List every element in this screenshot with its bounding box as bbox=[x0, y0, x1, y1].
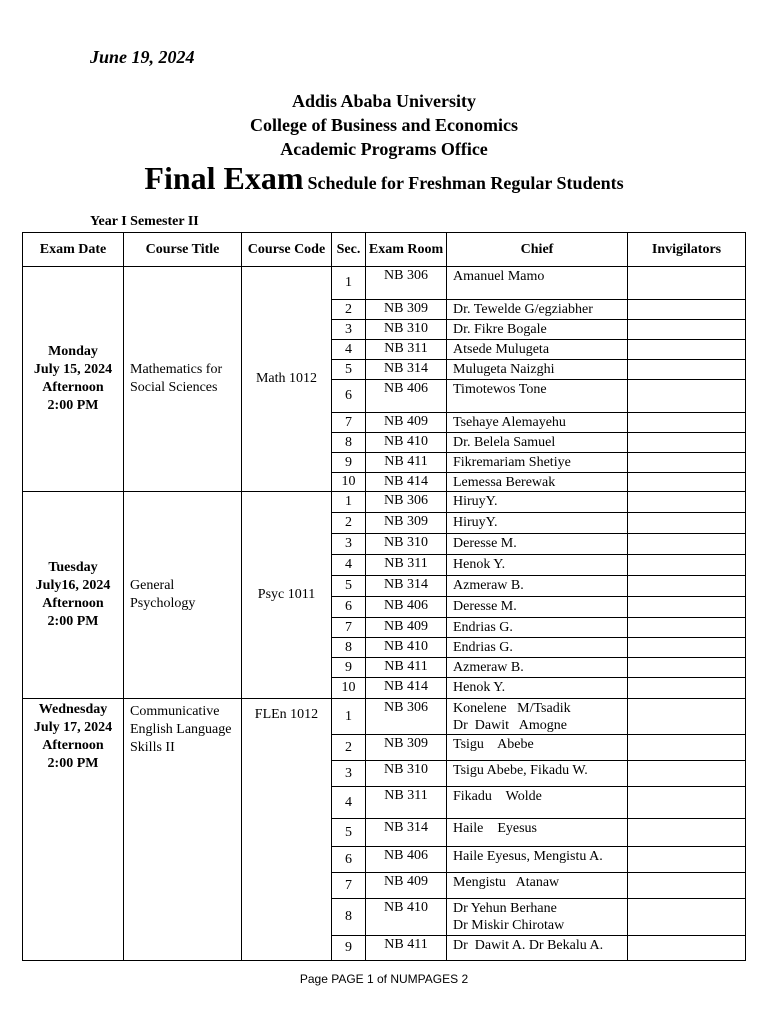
exam-date-line: Wednesday bbox=[38, 702, 108, 717]
section-cell: 4 bbox=[332, 787, 366, 819]
invigilators-cell bbox=[628, 899, 746, 936]
course-title-line: Skills II bbox=[130, 740, 175, 755]
chief-name: Deresse M. bbox=[453, 536, 517, 551]
chief-name: HiruyY. bbox=[453, 494, 498, 509]
exam-date-line: Afternoon bbox=[42, 738, 104, 753]
section-cell: 10 bbox=[332, 678, 366, 699]
table-header-row bbox=[23, 233, 746, 267]
invigilators-cell bbox=[628, 847, 746, 873]
exam-room-cell: NB 406 bbox=[366, 380, 447, 413]
exam-room-cell: NB 409 bbox=[366, 618, 447, 638]
section-cell: 10 bbox=[332, 473, 366, 492]
section-cell: 5 bbox=[332, 819, 366, 847]
col-course-title: Course Title bbox=[124, 233, 242, 267]
exam-room-cell: NB 411 bbox=[366, 936, 447, 961]
exam-room-cell: NB 311 bbox=[366, 555, 447, 576]
exam-room-cell: NB 310 bbox=[366, 534, 447, 555]
exam-room-cell: NB 410 bbox=[366, 638, 447, 658]
invigilators-cell bbox=[628, 555, 746, 576]
invigilators-cell bbox=[628, 267, 746, 300]
invigilators-cell bbox=[628, 576, 746, 597]
course-title-line: English Language bbox=[130, 722, 232, 737]
chief-cell bbox=[447, 761, 628, 787]
exam-room-cell: NB 409 bbox=[366, 413, 447, 433]
exam-room-cell: NB 306 bbox=[366, 699, 447, 735]
chief-name: Dr. Tewelde G/egziabher bbox=[453, 302, 593, 317]
university-name: Addis Ababa University bbox=[291, 91, 477, 111]
col-invigilators: Invigilators bbox=[628, 233, 746, 267]
course-code-cell: FLEn 1012 bbox=[242, 699, 332, 961]
invigilators-cell bbox=[628, 873, 746, 899]
chief-name: Haile Eyesus, Mengistu A. bbox=[453, 849, 603, 864]
exam-room-cell: NB 411 bbox=[366, 658, 447, 678]
chief-name: Konelene M/Tsadik bbox=[453, 701, 571, 716]
chief-name: Lemessa Berewak bbox=[453, 475, 556, 490]
section-cell: 8 bbox=[332, 433, 366, 453]
exam-room-cell: NB 306 bbox=[366, 267, 447, 300]
course-title-cell bbox=[124, 492, 242, 699]
chief-name: Henok Y. bbox=[453, 680, 506, 695]
course-title-line: General bbox=[130, 578, 175, 593]
page-footer: Page PAGE 1 of NUMPAGES 2 bbox=[299, 972, 469, 986]
exam-date-line: July 15, 2024 bbox=[33, 362, 113, 377]
section-cell: 6 bbox=[332, 597, 366, 618]
chief-cell bbox=[447, 847, 628, 873]
document-title bbox=[0, 160, 768, 197]
col-exam-date: Exam Date bbox=[23, 233, 124, 267]
invigilators-cell bbox=[628, 492, 746, 513]
invigilators-cell bbox=[628, 936, 746, 961]
chief-cell bbox=[447, 936, 628, 961]
chief-cell bbox=[447, 735, 628, 761]
course-title-line: Social Sciences bbox=[130, 380, 218, 395]
invigilators-cell bbox=[628, 320, 746, 340]
chief-name: Dr Dawit Amogne bbox=[453, 718, 567, 733]
exam-date-line: Monday bbox=[48, 344, 98, 359]
invigilators-cell bbox=[628, 658, 746, 678]
chief-cell bbox=[447, 658, 628, 678]
chief-name: Dr Miskir Chirotaw bbox=[453, 918, 565, 933]
title-main: Final Exam bbox=[144, 160, 304, 196]
exam-room-cell: NB 309 bbox=[366, 735, 447, 761]
table-row bbox=[23, 267, 746, 300]
section-cell: 7 bbox=[332, 413, 366, 433]
section-cell: 4 bbox=[332, 340, 366, 360]
chief-cell bbox=[447, 555, 628, 576]
chief-name: Fikremariam Shetiye bbox=[453, 455, 571, 470]
chief-name: Endrias G. bbox=[453, 640, 513, 655]
year-semester: Year I Semester II bbox=[90, 214, 199, 229]
invigilators-cell bbox=[628, 618, 746, 638]
course-title-line: Mathematics for bbox=[130, 362, 223, 377]
college-name: College of Business and Economics bbox=[249, 115, 519, 135]
section-cell: 9 bbox=[332, 453, 366, 473]
chief-cell bbox=[447, 380, 628, 413]
exam-room-cell: NB 410 bbox=[366, 899, 447, 936]
chief-cell bbox=[447, 267, 628, 300]
section-cell: 9 bbox=[332, 658, 366, 678]
section-cell: 2 bbox=[332, 300, 366, 320]
chief-cell bbox=[447, 899, 628, 936]
course-title-cell bbox=[124, 267, 242, 492]
chief-cell bbox=[447, 340, 628, 360]
invigilators-cell bbox=[628, 678, 746, 699]
exam-date-line: 2:00 PM bbox=[47, 614, 99, 629]
chief-name: Dr. Belela Samuel bbox=[453, 435, 556, 450]
invigilators-cell bbox=[628, 453, 746, 473]
chief-cell bbox=[447, 597, 628, 618]
invigilators-cell bbox=[628, 380, 746, 413]
invigilators-cell bbox=[628, 699, 746, 735]
section-cell: 7 bbox=[332, 618, 366, 638]
chief-cell bbox=[447, 513, 628, 534]
section-cell: 1 bbox=[332, 699, 366, 735]
office-name: Academic Programs Office bbox=[280, 139, 488, 159]
exam-room-cell: NB 406 bbox=[366, 597, 447, 618]
exam-room-cell: NB 410 bbox=[366, 433, 447, 453]
exam-room-cell: NB 310 bbox=[366, 761, 447, 787]
exam-room-cell: NB 414 bbox=[366, 473, 447, 492]
section-cell: 9 bbox=[332, 936, 366, 961]
invigilators-cell bbox=[628, 433, 746, 453]
invigilators-cell bbox=[628, 513, 746, 534]
chief-name: Dr Dawit A. Dr Bekalu A. bbox=[453, 938, 604, 953]
chief-cell bbox=[447, 787, 628, 819]
chief-cell bbox=[447, 819, 628, 847]
chief-name: Mulugeta Naizghi bbox=[453, 362, 555, 377]
invigilators-cell bbox=[628, 413, 746, 433]
col-section: Sec. bbox=[332, 233, 366, 267]
exam-date-line: 2:00 PM bbox=[47, 398, 99, 413]
section-cell: 8 bbox=[332, 638, 366, 658]
exam-room-cell: NB 406 bbox=[366, 847, 447, 873]
invigilators-cell bbox=[628, 761, 746, 787]
chief-name: Fikadu Wolde bbox=[453, 789, 542, 804]
chief-cell bbox=[447, 534, 628, 555]
chief-name: HiruyY. bbox=[453, 515, 498, 530]
chief-cell bbox=[447, 492, 628, 513]
course-code-cell: Math 1012 bbox=[242, 267, 332, 492]
chief-name: Henok Y. bbox=[453, 557, 506, 572]
section-cell: 1 bbox=[332, 492, 366, 513]
chief-cell bbox=[447, 360, 628, 380]
exam-date-line: 2:00 PM bbox=[47, 756, 99, 771]
title-sub: Schedule for Freshman Regular Students bbox=[307, 173, 624, 193]
chief-name: Azmeraw B. bbox=[453, 660, 524, 675]
section-cell: 4 bbox=[332, 555, 366, 576]
exam-room-cell: NB 414 bbox=[366, 678, 447, 699]
invigilators-cell bbox=[628, 787, 746, 819]
section-cell: 7 bbox=[332, 873, 366, 899]
course-code-cell: Psyc 1011 bbox=[242, 492, 332, 699]
invigilators-cell bbox=[628, 300, 746, 320]
exam-room-cell: NB 314 bbox=[366, 576, 447, 597]
chief-name: Dr Yehun Berhane bbox=[453, 901, 557, 916]
col-course-code: Course Code bbox=[242, 233, 332, 267]
section-cell: 5 bbox=[332, 360, 366, 380]
section-cell: 8 bbox=[332, 899, 366, 936]
exam-date-line: Afternoon bbox=[42, 380, 104, 395]
col-chief: Chief bbox=[447, 233, 628, 267]
chief-name: Mengistu Atanaw bbox=[453, 875, 560, 890]
exam-date-cell bbox=[23, 267, 124, 492]
exam-room-cell: NB 310 bbox=[366, 320, 447, 340]
exam-date-cell bbox=[23, 492, 124, 699]
section-cell: 3 bbox=[332, 534, 366, 555]
chief-cell bbox=[447, 678, 628, 699]
invigilators-cell bbox=[628, 534, 746, 555]
exam-date-line: Tuesday bbox=[48, 560, 98, 575]
chief-cell bbox=[447, 320, 628, 340]
exam-room-cell: NB 411 bbox=[366, 453, 447, 473]
section-cell: 3 bbox=[332, 761, 366, 787]
exam-room-cell: NB 311 bbox=[366, 340, 447, 360]
exam-room-cell: NB 409 bbox=[366, 873, 447, 899]
chief-name: Timotewos Tone bbox=[453, 382, 547, 397]
course-title-cell bbox=[124, 699, 242, 961]
chief-cell bbox=[447, 699, 628, 735]
chief-cell bbox=[447, 433, 628, 453]
section-cell: 5 bbox=[332, 576, 366, 597]
invigilators-cell bbox=[628, 340, 746, 360]
section-cell: 2 bbox=[332, 735, 366, 761]
exam-room-cell: NB 309 bbox=[366, 300, 447, 320]
chief-cell bbox=[447, 638, 628, 658]
chief-name: Tsehaye Alemayehu bbox=[453, 415, 566, 430]
exam-room-cell: NB 314 bbox=[366, 819, 447, 847]
exam-date-cell bbox=[23, 699, 124, 961]
chief-name: Tsigu Abebe bbox=[453, 737, 534, 752]
section-cell: 3 bbox=[332, 320, 366, 340]
exam-date-line: July 17, 2024 bbox=[33, 720, 113, 735]
invigilators-cell bbox=[628, 638, 746, 658]
exam-date-line: Afternoon bbox=[42, 596, 104, 611]
exam-room-cell: NB 311 bbox=[366, 787, 447, 819]
chief-cell bbox=[447, 576, 628, 597]
section-cell: 2 bbox=[332, 513, 366, 534]
exam-date-line: July16, 2024 bbox=[35, 578, 111, 593]
invigilators-cell bbox=[628, 360, 746, 380]
invigilators-cell bbox=[628, 735, 746, 761]
course-title-line: Communicative bbox=[130, 704, 220, 719]
chief-name: Tsigu Abebe, Fikadu W. bbox=[453, 763, 588, 778]
chief-name: Haile Eyesus bbox=[453, 821, 537, 836]
section-cell: 6 bbox=[332, 847, 366, 873]
invigilators-cell bbox=[628, 473, 746, 492]
table-row bbox=[23, 492, 746, 513]
chief-name: Deresse M. bbox=[453, 599, 517, 614]
chief-cell bbox=[447, 413, 628, 433]
table-row bbox=[23, 699, 746, 735]
exam-schedule-table bbox=[22, 232, 746, 961]
section-cell: 6 bbox=[332, 380, 366, 413]
course-title-line: Psychology bbox=[130, 596, 196, 611]
chief-name: Amanuel Mamo bbox=[453, 269, 545, 284]
chief-cell bbox=[447, 453, 628, 473]
chief-cell bbox=[447, 300, 628, 320]
invigilators-cell bbox=[628, 819, 746, 847]
invigilators-cell bbox=[628, 597, 746, 618]
chief-name: Dr. Fikre Bogale bbox=[453, 322, 547, 337]
chief-cell bbox=[447, 473, 628, 492]
exam-room-cell: NB 306 bbox=[366, 492, 447, 513]
document-date: June 19, 2024 bbox=[90, 47, 195, 67]
chief-cell bbox=[447, 618, 628, 638]
exam-room-cell: NB 314 bbox=[366, 360, 447, 380]
chief-name: Azmeraw B. bbox=[453, 578, 524, 593]
chief-name: Endrias G. bbox=[453, 620, 513, 635]
exam-room-cell: NB 309 bbox=[366, 513, 447, 534]
col-exam-room: Exam Room bbox=[366, 233, 447, 267]
chief-name: Atsede Mulugeta bbox=[453, 342, 550, 357]
section-cell: 1 bbox=[332, 267, 366, 300]
chief-cell bbox=[447, 873, 628, 899]
